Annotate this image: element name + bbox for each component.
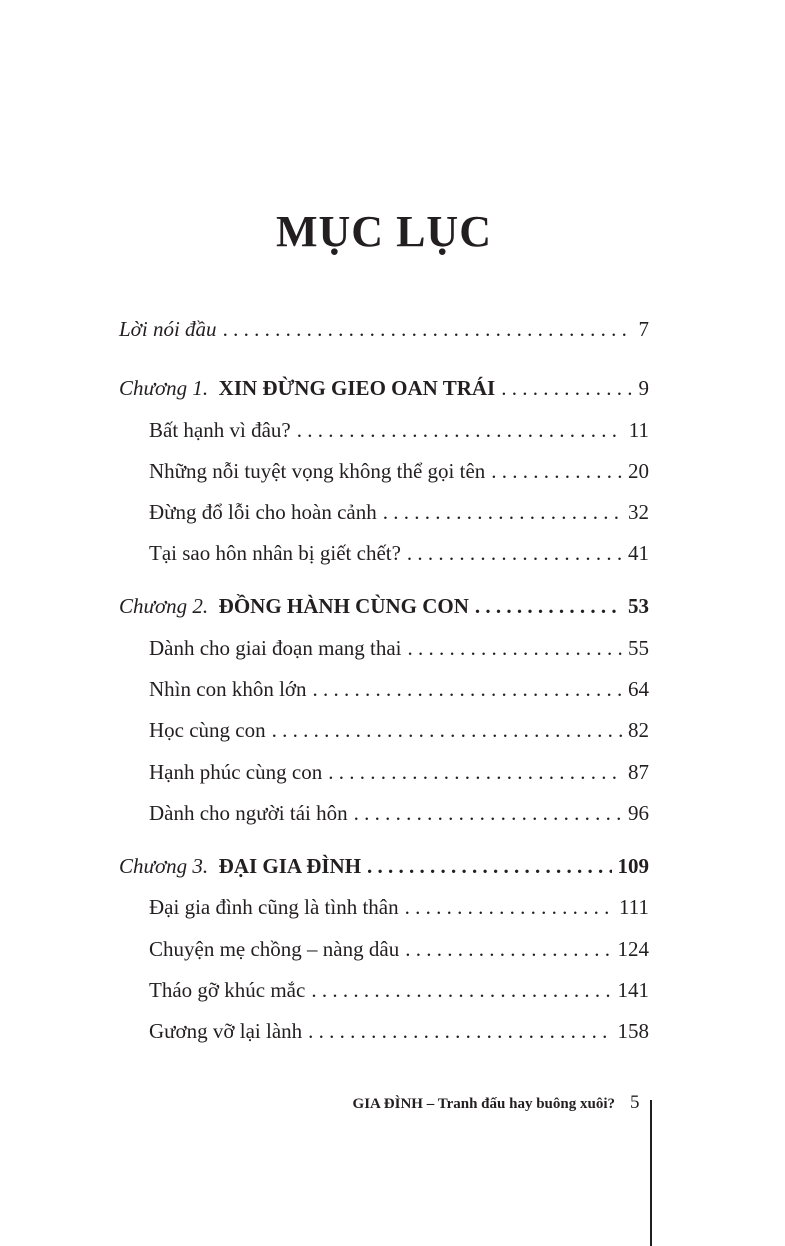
toc-entry-label: Tại sao hôn nhân bị giết chết? [149,541,401,565]
toc-entry-label: Nhìn con khôn lớn [149,677,307,701]
dot-leader [491,456,622,486]
toc-section[interactable] [149,1016,649,1046]
dot-leader [313,674,622,704]
toc-entry-label: Gương vỡ lại lành [149,1019,303,1043]
page-number: 5 [630,1092,640,1113]
dot-leader [311,975,611,1005]
toc-page-number: 109 [617,854,649,878]
toc-page-number: 64 [628,677,649,701]
dot-leader [501,373,632,403]
toc-page-number: 9 [638,376,649,400]
chapter-prefix: Chương 3. [119,854,209,878]
chapter-prefix: Chương 1. [119,376,209,400]
toc-entry-label: Học cùng con [149,718,266,742]
toc-page-number: 41 [628,541,649,565]
toc-section[interactable] [149,538,649,568]
dot-leader [407,538,622,568]
dot-leader [475,591,622,621]
toc-section[interactable] [149,975,649,1005]
toc-entry-label: Chuyện mẹ chồng – nàng dâu [149,937,400,961]
toc-section[interactable] [149,892,649,922]
toc-section[interactable] [149,633,649,663]
toc-section[interactable] [149,798,649,828]
toc-entry-label: Dành cho giai đoạn mang thai [149,636,402,660]
toc-section[interactable] [149,497,649,527]
chapter-title: ĐẠI GIA ĐÌNH [218,854,362,878]
toc-page-number: 111 [619,895,649,919]
dot-leader [272,715,622,745]
footer-vertical-rule [650,1100,652,1246]
toc-chapter-2[interactable] [119,591,649,621]
toc-section[interactable] [149,757,649,787]
toc-entry-label: Tháo gỡ khúc mắc [149,978,306,1002]
dot-leader [405,934,611,964]
toc-section[interactable] [149,415,649,445]
toc-entry-label: Đừng đổ lỗi cho hoàn cảnh [149,500,377,524]
dot-leader [223,314,633,344]
toc-page-number: 11 [628,418,649,442]
toc-page-number: 55 [628,636,649,660]
toc-entry-preface[interactable] [119,314,649,344]
toc-chapter-1[interactable] [119,373,649,403]
toc-page-number: 158 [617,1019,649,1043]
page-title: MỤC LỤC [276,207,492,256]
toc-page-number: 53 [628,594,649,618]
toc-entry-label: Những nỗi tuyệt vọng không thể gọi tên [149,459,486,483]
dot-leader [383,497,622,527]
toc-entry-label: Dành cho người tái hôn [149,801,348,825]
toc-page-number: 32 [628,500,649,524]
toc-entry-label: Bất hạnh vì đâu? [149,418,291,442]
running-footer-title: GIA ĐÌNH – Tranh đấu hay buông xuôi? [352,1096,615,1112]
chapter-title: ĐỒNG HÀNH CÙNG CON [218,594,469,618]
toc-chapter-3[interactable] [119,851,649,881]
toc-page-number: 87 [628,760,649,784]
toc-page-number: 20 [628,459,649,483]
dot-leader [297,415,623,445]
dot-leader [354,798,622,828]
toc-section[interactable] [149,934,649,964]
toc-page-number: 141 [617,978,649,1002]
toc-section[interactable] [149,456,649,486]
chapter-title: XIN ĐỪNG GIEO OAN TRÁI [218,376,496,400]
dot-leader [328,757,622,787]
toc-page-number: 96 [628,801,649,825]
toc-page-number: 82 [628,718,649,742]
toc-page-number: 124 [617,937,649,961]
dot-leader [408,633,622,663]
toc-entry-label: Đại gia đình cũng là tình thân [149,895,399,919]
toc-entry-label: Lời nói đầu [119,317,217,341]
toc-section[interactable] [149,715,649,745]
toc-section[interactable] [149,674,649,704]
toc-entry-label: Hạnh phúc cùng con [149,760,323,784]
dot-leader [308,1016,611,1046]
dot-leader [405,892,613,922]
toc-page-number: 7 [638,317,649,341]
chapter-prefix: Chương 2. [119,594,209,618]
dot-leader [367,851,611,881]
